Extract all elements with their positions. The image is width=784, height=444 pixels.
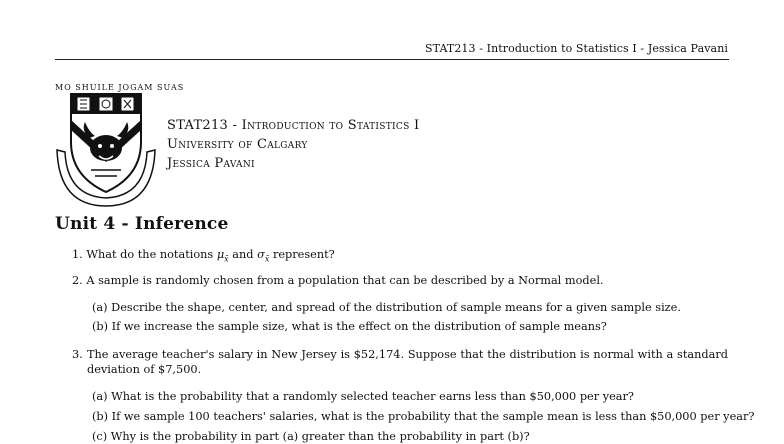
course-info	[167, 116, 419, 173]
part-label: (a)	[92, 301, 108, 314]
running-header: STAT213 - Introduction to Statistics I - Jessica Pavani	[424, 42, 728, 55]
question-2-part-a	[92, 300, 681, 315]
question-number: 3.	[72, 348, 83, 361]
unit-heading: Unit 4 - Inference	[55, 214, 229, 234]
question-3-part-c	[92, 429, 530, 444]
question-3	[72, 347, 728, 377]
question-text: The average teacher's salary in New Jersey is $52,174. Suppose that the distribution is normal with a standard deviation of $7,500.	[87, 348, 728, 376]
part-label: (c)	[92, 430, 108, 443]
part-text: Describe the shape, center, and spread of the distribution of sample means for a given sample size.	[111, 301, 681, 314]
question-1	[72, 247, 335, 266]
question-2	[72, 273, 604, 288]
question-3-part-b	[92, 409, 754, 424]
question-2-part-b	[92, 319, 607, 334]
university-name: University of Calgary	[167, 137, 308, 152]
part-text: Why is the probability in part (a) greater than the probability in part (b)?	[110, 430, 530, 443]
instructor-name: Jessica Pavani	[167, 156, 255, 171]
part-label: (a)	[92, 390, 108, 403]
question-number: 2.	[72, 274, 83, 287]
part-text: If we increase the sample size, what is the effect on the distribution of sample means?	[111, 320, 607, 333]
question-text: What do the notations $\mu_{x̄}$ and $\sigma_{x̄}$ represent?	[86, 248, 335, 264]
part-label: (b)	[92, 410, 109, 423]
university-crest-logo	[55, 83, 185, 206]
part-text: What is the probability that a randomly selected teacher earns less than $50,000 per year?	[111, 390, 634, 403]
crest-motto: MO SHUILE JOGAM SUAS	[55, 83, 185, 92]
header-rule	[55, 59, 729, 60]
question-text: A sample is randomly chosen from a population that can be described by a Normal model.	[86, 274, 604, 287]
part-text: If we sample 100 teachers' salaries, what is the probability that the sample mean is less than $50,000 per year?	[111, 410, 755, 423]
course-title: STAT213 - Introduction to Statistics I	[167, 118, 420, 133]
part-label: (b)	[92, 320, 109, 333]
question-3-part-a	[92, 389, 634, 404]
question-number: 1.	[72, 248, 83, 261]
